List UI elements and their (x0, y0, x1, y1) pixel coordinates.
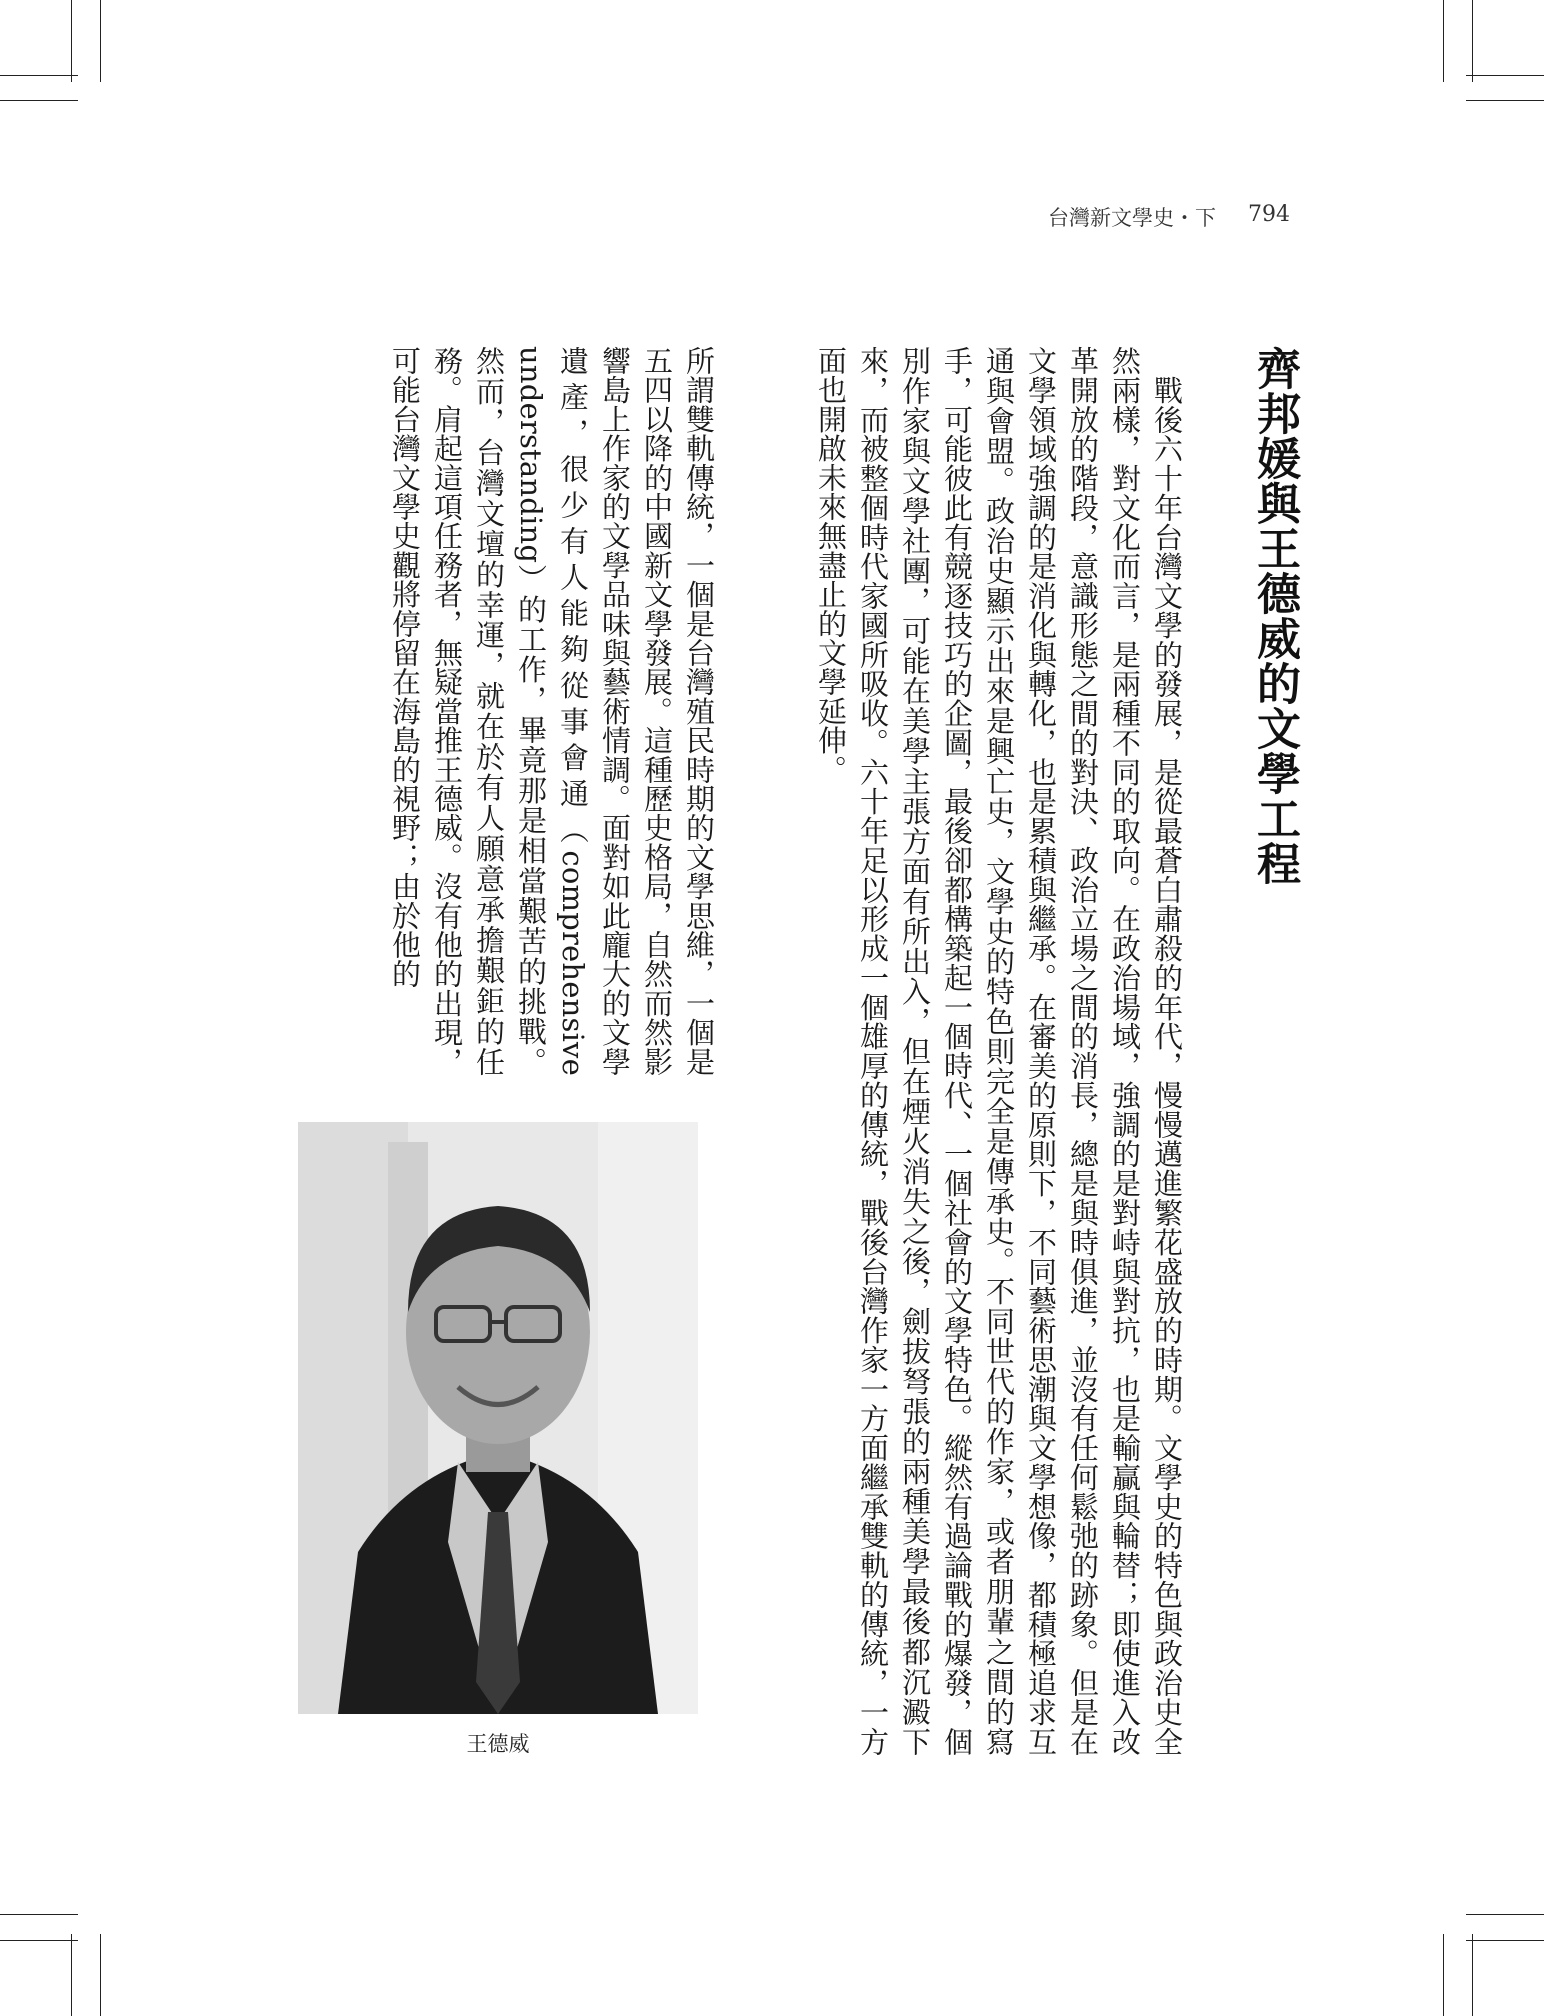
crop-mark-tl-h (0, 75, 78, 76)
crop-mark-bl-v (71, 1934, 72, 2016)
crop-mark-tr-h (1466, 75, 1544, 76)
crop-mark-tl-v (71, 0, 72, 82)
body-text-lower (300, 346, 720, 1076)
book-title: 台灣新文學史・下 (1048, 206, 1216, 230)
crop-mark-tr-v (1443, 0, 1444, 82)
crop-mark-br-h2 (1466, 1940, 1544, 1941)
body-text-upper (728, 346, 1188, 1756)
paragraph-2: 所謂雙軌傳統，一個是台灣殖民時期的文學思維，一個是五四以降的中國新文學發展。這種歷史格局，自然而然影響島上作家的文學品味與藝術情調。面對如此龐大的文學遺產，很少有人能夠從事會通（comprehensive understanding）的工作，畢竟那是相當艱苦的挑戰。然而，台灣文壇的幸運，就在於有人願意承擔艱鉅的任務。肩起這項任務者，無疑當推王德威。沒有他的出現，可能台灣文學史觀將停留在海島的視野；由於他的 (388, 346, 716, 1076)
photo-caption: 王德威 (466, 1732, 530, 1756)
crop-mark-tr-v2 (1472, 0, 1473, 82)
crop-mark-br-h (1466, 1914, 1544, 1915)
crop-mark-br-v (1443, 1934, 1444, 2016)
page-number: 794 (1248, 202, 1290, 227)
crop-mark-bl-h2 (0, 1940, 78, 1941)
paragraph-1: 戰後六十年台灣文學的發展，是從最蒼白肅殺的年代，慢慢邁進繁花盛放的時期。文學史的特色與政治史全然兩樣，對文化而言，是兩種不同的取向。在政治場域，強調的是對峙與對抗，也是輸贏與輪替；即使進入改革開放的階段，意識形態之間的對決、政治立場之間的消長，總是與時俱進，並沒有任何鬆弛的跡象。但是在文學領域強調的是消化與轉化，也是累積與繼承。在審美的原則下，不同藝術思潮與文學想像，都積極追求互通與會盟。政治史顯示出來是興亡史，文學史的特色則完全是傳承史。不同世代的作家，或者朋輩之間的寫手，可能彼此有競逐技巧的企圖，最後卻都構築起一個時代、一個社會的文學特色。縱然有過論戰的爆發，個別作家與文學社團，可能在美學主張方面有所出入，但在煙火消失之後，劍拔弩張的兩種美學最後都沉澱下來，而被整個時代家國所吸收。六十年足以形成一個雄厚的傳統，戰後台灣作家一方面繼承雙軌的傳統，一方面也開啟未來無盡止的文學延伸。 (814, 346, 1184, 1756)
chapter-title: 齊邦媛與王德威的文學工程 (1249, 346, 1300, 886)
crop-mark-bl-v2 (100, 1934, 101, 2016)
crop-mark-bl-h (0, 1914, 78, 1915)
crop-mark-tl-h2 (0, 100, 78, 101)
crop-mark-tr-h2 (1466, 100, 1544, 101)
crop-mark-tl-v2 (100, 0, 101, 82)
running-header (1010, 202, 1290, 232)
crop-mark-br-v2 (1472, 1934, 1473, 2016)
portrait-photo (298, 1122, 698, 1714)
